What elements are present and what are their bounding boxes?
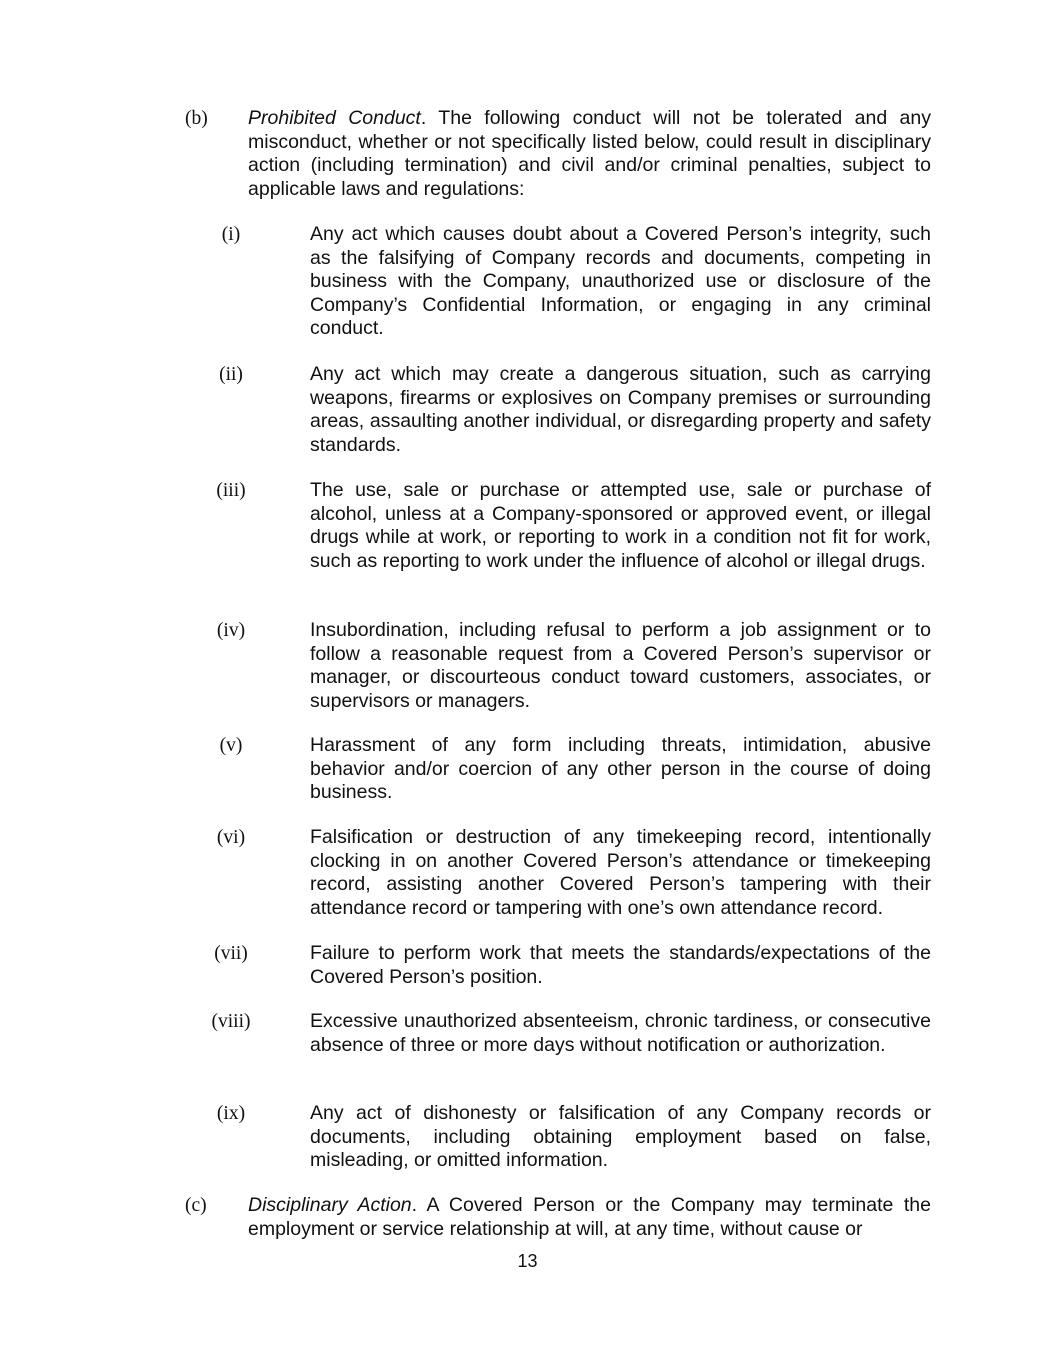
list-item-text: Any act which causes doubt about a Covered Person’s integrity, such as the falsifying of Company records and documents, competing in business with the Company, unauthorized use or disclosure of the Company’s Confidential Information, or engaging in any criminal conduct. [310, 223, 931, 340]
list-item-label: (viii) [211, 1011, 251, 1032]
section-c-heading: Disciplinary Action [248, 1194, 412, 1216]
list-item-text: The use, sale or purchase or attempted use, sale or purchase of alcohol, unless at a Company-sponsored or approved event, or illegal drugs while at work, or reporting to work in a condition not fit for work, such as reporting to work under the influence of alcohol or illegal drugs. [310, 479, 931, 572]
section-c-text: . A Covered Person or the Company may terminate the employment or service relationship at will, at any time, without cause or [248, 1194, 931, 1240]
list-item-label: (v) [219, 735, 243, 756]
list-item-label: (iii) [216, 480, 246, 501]
list-item-text: Falsification or destruction of any timekeeping record, intentionally clocking in on another Covered Person’s attendance or timekeeping record, assisting another Covered Person’s tampering with their attendance record or tampering with one’s own attendance record. [310, 826, 931, 919]
section-b-body [248, 107, 931, 201]
section-c-body [248, 1194, 931, 1241]
section-b-text: . The following conduct will not be tolerated and any misconduct, whether or not specifically listed below, could result in disciplinary action (including termination) and civil and/or criminal penalties, subject to applicable laws and regulations: [248, 107, 931, 200]
list-item-text: Any act of dishonesty or falsification of any Company records or documents, including obtaining employment based on false, misleading, or omitted information. [310, 1102, 931, 1172]
list-item-label: (ii) [219, 364, 243, 385]
page-number: 13 [517, 1251, 538, 1271]
list-item-text: Harassment of any form including threats, intimidation, abusive behavior and/or coercion of any other person in the course of doing business. [310, 734, 931, 804]
list-item-label: (ix) [216, 1103, 246, 1124]
section-c-label: (c) [185, 1195, 207, 1216]
list-item-text: Insubordination, including refusal to perform a job assignment or to follow a reasonable request from a Covered Person’s supervisor or manager, or discourteous conduct toward customers, associates, or supervisors or managers. [310, 619, 931, 712]
list-item-text: Any act which may create a dangerous situation, such as carrying weapons, firearms or explosives on Company premises or surrounding areas, assaulting another individual, or disregarding property and safety standards. [310, 363, 931, 456]
list-item-label: (iv) [216, 620, 246, 641]
section-b-heading: Prohibited Conduct [248, 107, 421, 129]
list-item-text: Failure to perform work that meets the standards/expectations of the Covered Person’s position. [310, 942, 931, 988]
list-item-label: (vii) [214, 943, 248, 964]
list-item-text: Excessive unauthorized absenteeism, chronic tardiness, or consecutive absence of three or more days without notification or authorization. [310, 1010, 931, 1056]
list-item-label: (i) [221, 224, 241, 245]
list-item-label: (vi) [216, 827, 246, 848]
section-b-label: (b) [185, 108, 208, 129]
